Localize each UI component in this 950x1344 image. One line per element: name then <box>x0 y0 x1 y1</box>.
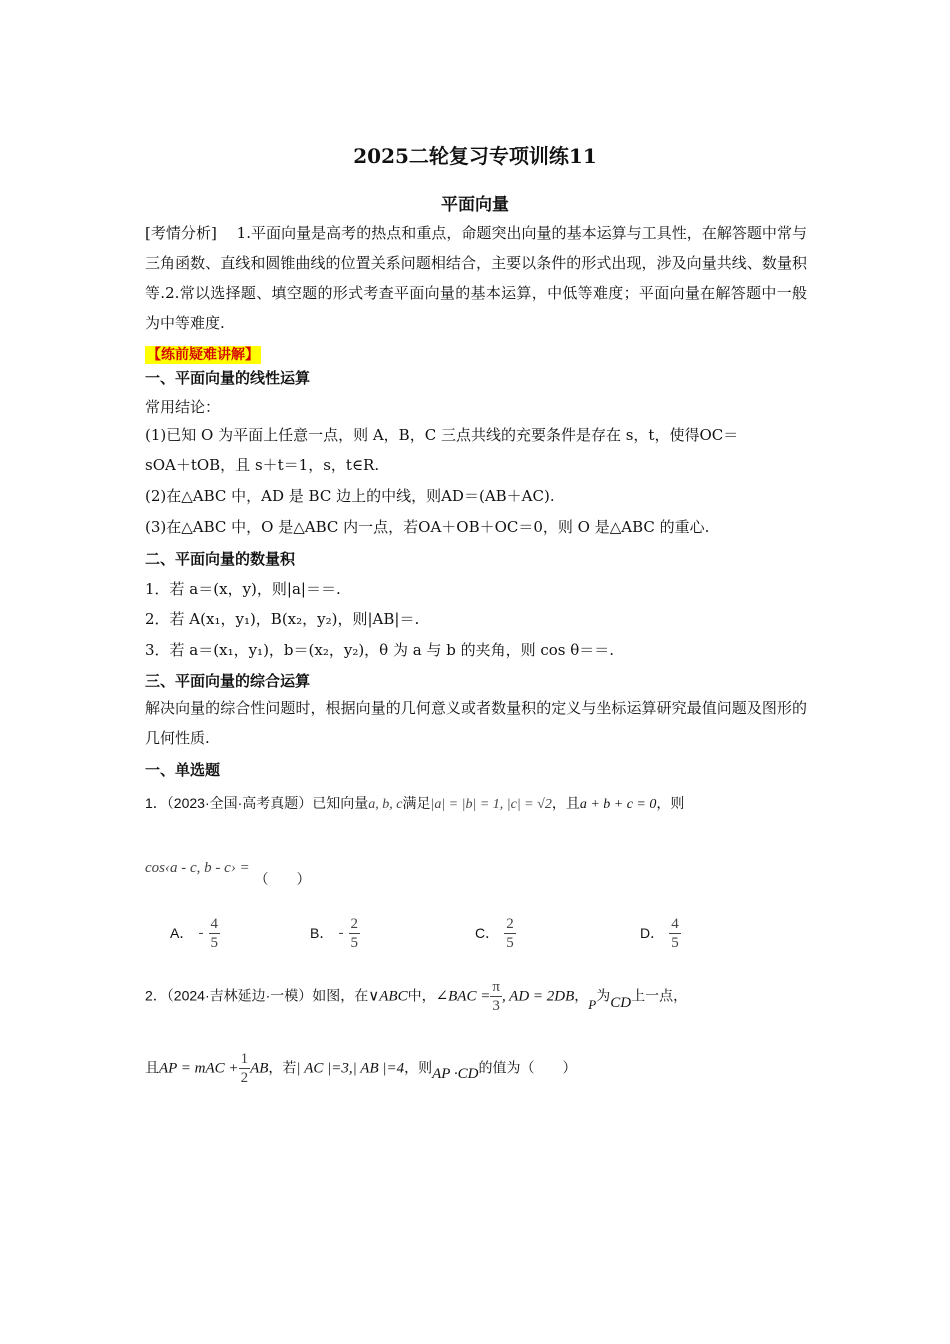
section-heading-linear: 一、平面向量的线性运算 <box>145 369 311 387</box>
option-label: B． <box>310 925 334 941</box>
q2-angle: ∠BAC = <box>435 988 491 1005</box>
option-fraction <box>669 915 681 952</box>
numerator: 4 <box>671 916 679 932</box>
denominator: 5 <box>350 935 359 951</box>
q2-ad-relation: , AD = 2DB <box>501 988 575 1005</box>
q2-triangle: ∨ABC <box>368 988 408 1005</box>
q2-number: 2． <box>145 987 167 1004</box>
numerator: π <box>492 979 500 995</box>
q2-stem-d: 上一点， <box>631 988 688 1005</box>
q1-cond2: a + b + c = 0 <box>579 797 657 812</box>
denominator: 5 <box>210 935 219 951</box>
q2-dot-product: AP ·CD <box>432 1065 479 1082</box>
q2-stem-c: 为 <box>596 988 611 1005</box>
q2-ap-expression: AP = mAC + <box>159 1060 239 1077</box>
dot-product-3: 3．若 a＝(x₁，y₁)，b＝(x₂，y₂)，θ 为 a 与 b 的夹角，则 cos θ＝＝. <box>145 641 615 659</box>
comprehensive-text: 解决向量的综合性问题时，根据向量的几何意义或者数量积的定义与坐标运算研究最值问题及图形的几何性质. <box>145 699 807 747</box>
question-2 <box>145 978 687 1015</box>
option-label: A． <box>170 925 194 941</box>
option-fraction <box>349 915 361 952</box>
q1-source: （2023·全国·高考真题） <box>166 795 313 811</box>
option-label: C． <box>475 925 500 941</box>
dot-product-2: 2．若 A(x₁，y₁)，B(x₂，y₂)，则|AB|＝. <box>145 610 420 628</box>
exam-analysis: [考情分析] 1.平面向量是高考的热点和重点，命题突出向量的基本运算与工具性，在解答题中常与三角函数、直线和圆锥曲线的位置关系问题相结合，主要以条件的形式出现，涉及向量共线、数量积等.2.常以选择题、填空题的形式考查平面向量的基本运算，中低等难度；平面向量在解答题中一般为中等难度. <box>145 224 807 332</box>
q1-option-d[interactable] <box>640 915 681 952</box>
denominator: 3 <box>492 998 500 1014</box>
numerator: 4 <box>210 916 219 932</box>
question-2-line-2 <box>145 1050 577 1087</box>
page-title: 2025二轮复习专项训练11 <box>353 144 597 168</box>
q1-answer-paren: （ ） <box>254 872 311 888</box>
question-1 <box>145 793 684 813</box>
q2-ab: AB <box>250 1060 269 1077</box>
q1-option-a[interactable] <box>170 915 220 952</box>
q2-stem-b: 中， <box>407 988 436 1005</box>
denominator: 5 <box>506 935 514 951</box>
q2-magnitudes: | AC |=3,| AB |=4 <box>296 1060 405 1077</box>
q2-half <box>239 1050 251 1087</box>
q1-stem-b: 满足 <box>402 796 431 812</box>
section-heading-dot-product: 二、平面向量的数量积 <box>145 550 296 568</box>
q2-stem-a: 如图，在 <box>312 988 369 1005</box>
numerator: 2 <box>350 916 359 932</box>
conclusion-3: (3)在△ABC 中，O 是△ABC 内一点，若OA＋OB＋OC＝0，则 O 是△ABC 的重心. <box>145 518 710 536</box>
q2-source: （2024·吉林延边·一模） <box>166 987 313 1004</box>
q2-line2-a: 且 <box>145 1060 159 1077</box>
dot-product-1: 1．若 a＝(x，y)，则|a|＝＝. <box>145 580 341 598</box>
q2-point-p: P <box>588 996 597 1012</box>
section-heading-single-choice: 一、单选题 <box>145 761 221 779</box>
q1-option-b[interactable] <box>310 915 360 952</box>
q1-option-c[interactable] <box>475 915 516 952</box>
q1-cond1: |a| = |b| = 1, |c| = √2 <box>430 797 552 812</box>
option-fraction <box>504 915 516 952</box>
denominator: 2 <box>240 1070 249 1086</box>
numerator: 1 <box>240 1051 249 1067</box>
option-fraction <box>209 915 221 952</box>
q1-number: 1． <box>145 795 167 811</box>
q2-line2-c: ，则 <box>404 1060 433 1077</box>
common-conclusion-label: 常用结论： <box>145 398 221 416</box>
q2-segment-cd: CD <box>610 994 632 1011</box>
q2-line2-d: 的值为（ ） <box>478 1060 577 1077</box>
q1-stem-a: 已知向量 <box>312 796 369 812</box>
option-sign: - <box>198 925 204 941</box>
q1-stem-d: ，则 <box>656 796 685 812</box>
q2-line2-b: ，若 <box>268 1060 297 1077</box>
conclusion-1a: (1)已知 O 为平面上任意一点，则 A，B，C 三点共线的充要条件是存在 s，t，使得OC＝ <box>145 426 739 444</box>
q1-vars: a, b, c <box>368 797 403 812</box>
option-label: D． <box>640 925 665 941</box>
q1-stem-c: ，且 <box>551 796 580 812</box>
denominator: 5 <box>671 935 679 951</box>
section-badge <box>145 344 261 364</box>
numerator: 2 <box>506 916 514 932</box>
q2-comma: ， <box>574 988 589 1005</box>
q2-pi-over-3 <box>490 978 502 1015</box>
q1-expression-line <box>145 857 311 888</box>
section-heading-comprehensive: 三、平面向量的综合运算 <box>145 672 311 690</box>
conclusion-1b: sOA＋tOB，且 s＋t＝1，s，t∈R. <box>145 456 380 474</box>
badge-text: 【练前疑难讲解】 <box>147 347 259 363</box>
q1-expression: cos‹a - c, b - c› = <box>145 860 250 876</box>
page-subtitle: 平面向量 <box>441 195 509 215</box>
conclusion-2: (2)在△ABC 中，AD 是 BC 边上的中线，则AD＝(AB＋AC). <box>145 487 555 505</box>
option-sign: - <box>338 925 344 941</box>
